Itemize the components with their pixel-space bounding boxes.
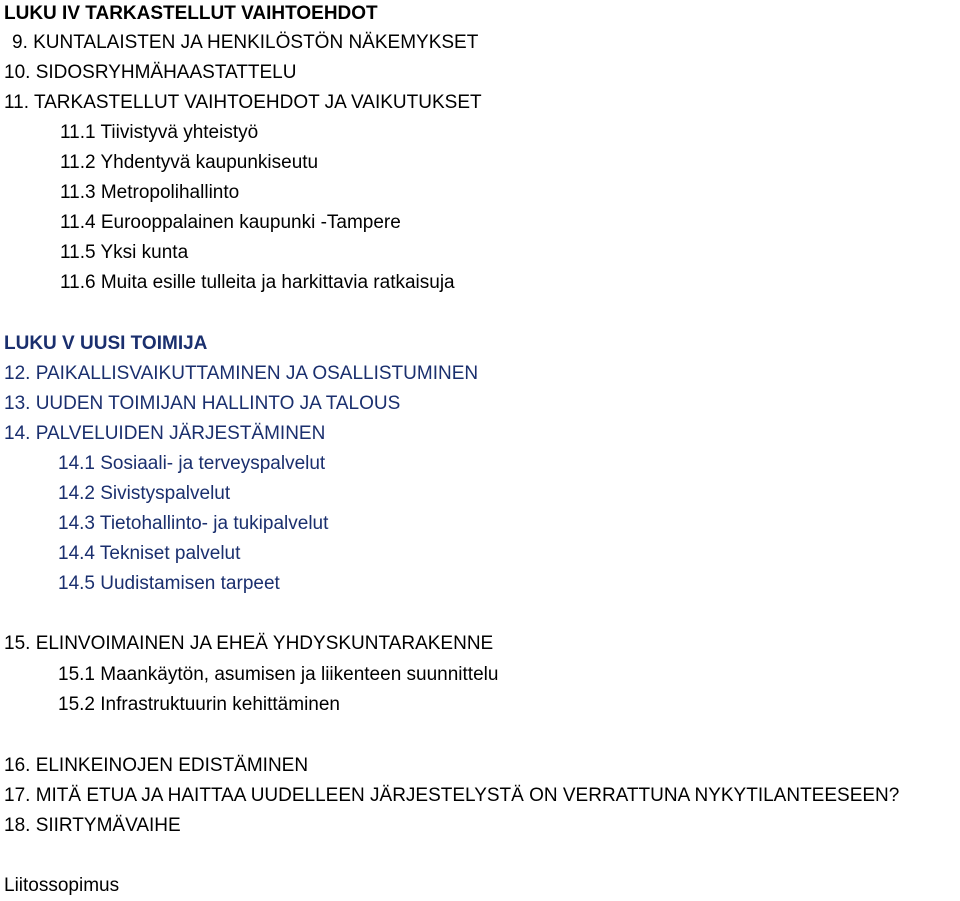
toc-item-11: 11. TARKASTELLUT VAIHTOEHDOT JA VAIKUTUKSET — [4, 92, 482, 113]
toc-subitem-11-1: 11.1 Tiivistyvä yhteistyö — [60, 122, 259, 143]
toc-item-12: 12. PAIKALLISVAIKUTTAMINEN JA OSALLISTUMINEN — [4, 363, 479, 384]
appendix-label: Liitossopimus — [4, 875, 120, 896]
toc-item-14: 14. PALVELUIDEN JÄRJESTÄMINEN — [4, 423, 326, 444]
toc-item-13: 13. UUDEN TOIMIJAN HALLINTO JA TALOUS — [4, 393, 401, 414]
toc-subitem-15-2: 15.2 Infrastruktuurin kehittäminen — [58, 694, 340, 715]
toc-subitem-11-3: 11.3 Metropolihallinto — [60, 182, 240, 203]
toc-subitem-14-4: 14.4 Tekniset palvelut — [58, 543, 241, 564]
toc-subitem-11-2: 11.2 Yhdentyvä kaupunkiseutu — [60, 152, 319, 173]
toc-subitem-11-5: 11.5 Yksi kunta — [60, 242, 189, 263]
toc-subitem-14-3: 14.3 Tietohallinto- ja tukipalvelut — [58, 513, 329, 534]
toc-item-18: 18. SIIRTYMÄVAIHE — [4, 815, 181, 836]
toc-subitem-14-1: 14.1 Sosiaali- ja terveyspalvelut — [58, 453, 326, 474]
toc-item-9: 9. KUNTALAISTEN JA HENKILÖSTÖN NÄKEMYKSET — [12, 32, 479, 53]
toc-item-10: 10. SIDOSRYHMÄHAASTATTELU — [4, 62, 297, 83]
toc-subitem-11-6: 11.6 Muita esille tulleita ja harkittavia ratkaisuja — [60, 272, 455, 293]
chapter-heading-luku-iv: LUKU IV TARKASTELLUT VAIHTOEHDOT — [4, 3, 378, 24]
toc-item-15: 15. ELINVOIMAINEN JA EHEÄ YHDYSKUNTARAKENNE — [4, 633, 494, 654]
toc-item-16: 16. ELINKEINOJEN EDISTÄMINEN — [4, 755, 309, 776]
toc-subitem-14-2: 14.2 Sivistyspalvelut — [58, 483, 231, 504]
toc-subitem-14-5: 14.5 Uudistamisen tarpeet — [58, 573, 280, 594]
toc-item-17: 17. MITÄ ETUA JA HAITTAA UUDELLEEN JÄRJESTELYSTÄ ON VERRATTUNA NYKYTILANTEESEEN? — [4, 785, 900, 806]
toc-subitem-11-4: 11.4 Eurooppalainen kaupunki -Tampere — [60, 212, 401, 233]
chapter-heading-luku-v: LUKU V UUSI TOIMIJA — [4, 333, 208, 354]
toc-subitem-15-1: 15.1 Maankäytön, asumisen ja liikenteen suunnittelu — [58, 664, 499, 685]
